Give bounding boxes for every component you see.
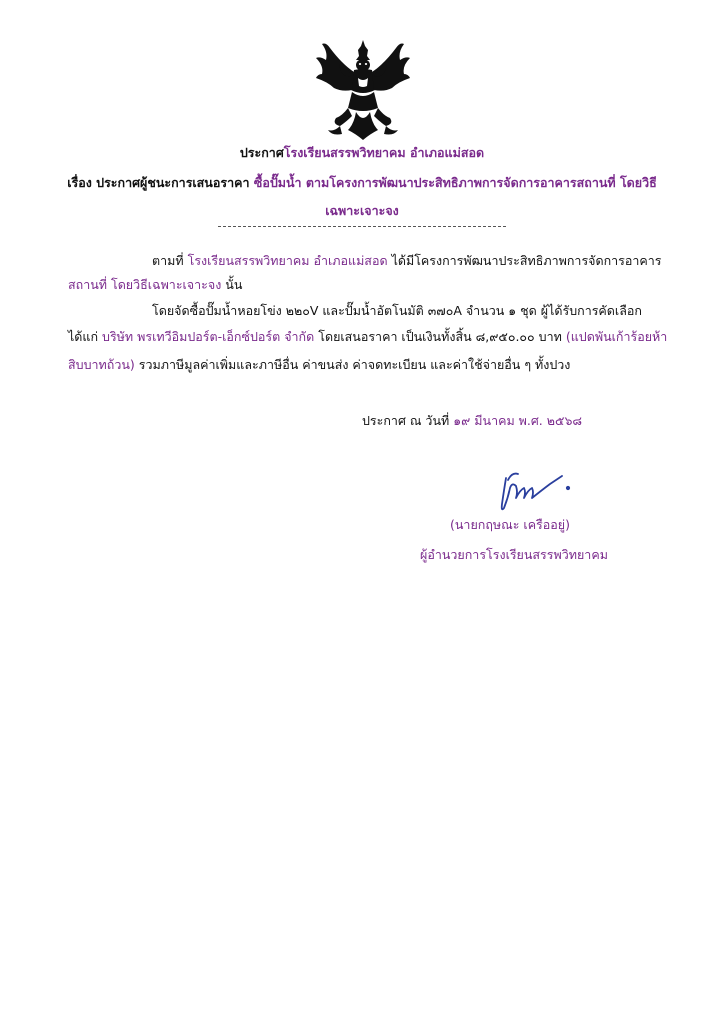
p2-prefix: ได้แก่ — [68, 329, 99, 344]
p2-company: บริษัท พรเทวีอิมปอร์ต-เอ็กซ์ปอร์ต จำกัด — [102, 329, 315, 344]
signatory-name: (นายกฤษณะ เครืออยู่) — [450, 517, 570, 532]
date-prefix: ประกาศ ณ วันที่ — [362, 413, 450, 428]
p1-school: โรงเรียนสรรพวิทยาคม อำเภอแม่สอด — [187, 253, 388, 268]
p2-middle: โดยเสนอราคา เป็นเงินทั้งสิ้น ๘,๙๕๐.๐๐ บาท — [318, 329, 562, 344]
subject-prefix: เรื่อง ประกาศผู้ชนะการเสนอราคา — [67, 175, 250, 190]
section-divider — [218, 226, 506, 227]
p1-prefix: ตามที่ — [152, 253, 184, 268]
subject-detail: ซื้อปั๊มน้ำ ตามโครงการพัฒนาประสิทธิภาพการจัดการอาคารสถานที่ โดยวิธี — [253, 175, 657, 190]
p1-suffix: นั้น — [225, 277, 243, 292]
paragraph-1-line-2 — [68, 276, 242, 294]
p1-middle: ได้มีโครงการพัฒนาประสิทธิภาพการจัดการอาคาร — [391, 253, 662, 268]
paragraph-2-line-3 — [68, 356, 570, 374]
paragraph-2-line-2 — [68, 328, 667, 346]
paragraph-2-line-1: โดยจัดซื้อปั๊มน้ำหอยโข่ง ๒๒๐V และปั๊มน้ำอัตโนมัติ ๓๗๐A จำนวน ๑ ชุด ผู้ได้รับการคัดเลือก — [152, 303, 642, 318]
announcement-subject — [0, 174, 724, 192]
p2-amount-words: (แปดพันเก้าร้อยห้า — [565, 329, 668, 344]
date-value: ๑๙ มีนาคม พ.ศ. ๒๕๖๘ — [453, 413, 583, 428]
announcement-title — [0, 144, 724, 162]
announcement-date — [362, 412, 582, 430]
announce-prefix: ประกาศ — [239, 145, 284, 160]
school-name: โรงเรียนสรรพวิทยาคม อำเภอแม่สอด — [283, 145, 485, 160]
garuda-emblem-icon — [312, 38, 414, 142]
handwritten-signature — [486, 460, 576, 520]
paragraph-1-line-1 — [152, 252, 662, 270]
p2-tail: รวมภาษีมูลค่าเพิ่มและภาษีอื่น ค่าขนส่ง ค่าจดทะเบียน และค่าใช้จ่ายอื่น ๆ ทั้งปวง — [138, 357, 571, 372]
p2-amount-words-end: สิบบาทถ้วน) — [68, 357, 135, 372]
subject-method: เฉพาะเจาะจง — [325, 203, 399, 218]
signatory-position: ผู้อำนวยการโรงเรียนสรรพวิทยาคม — [420, 547, 608, 562]
p1-line2: สถานที่ โดยวิธีเฉพาะเจาะจง — [68, 277, 222, 292]
